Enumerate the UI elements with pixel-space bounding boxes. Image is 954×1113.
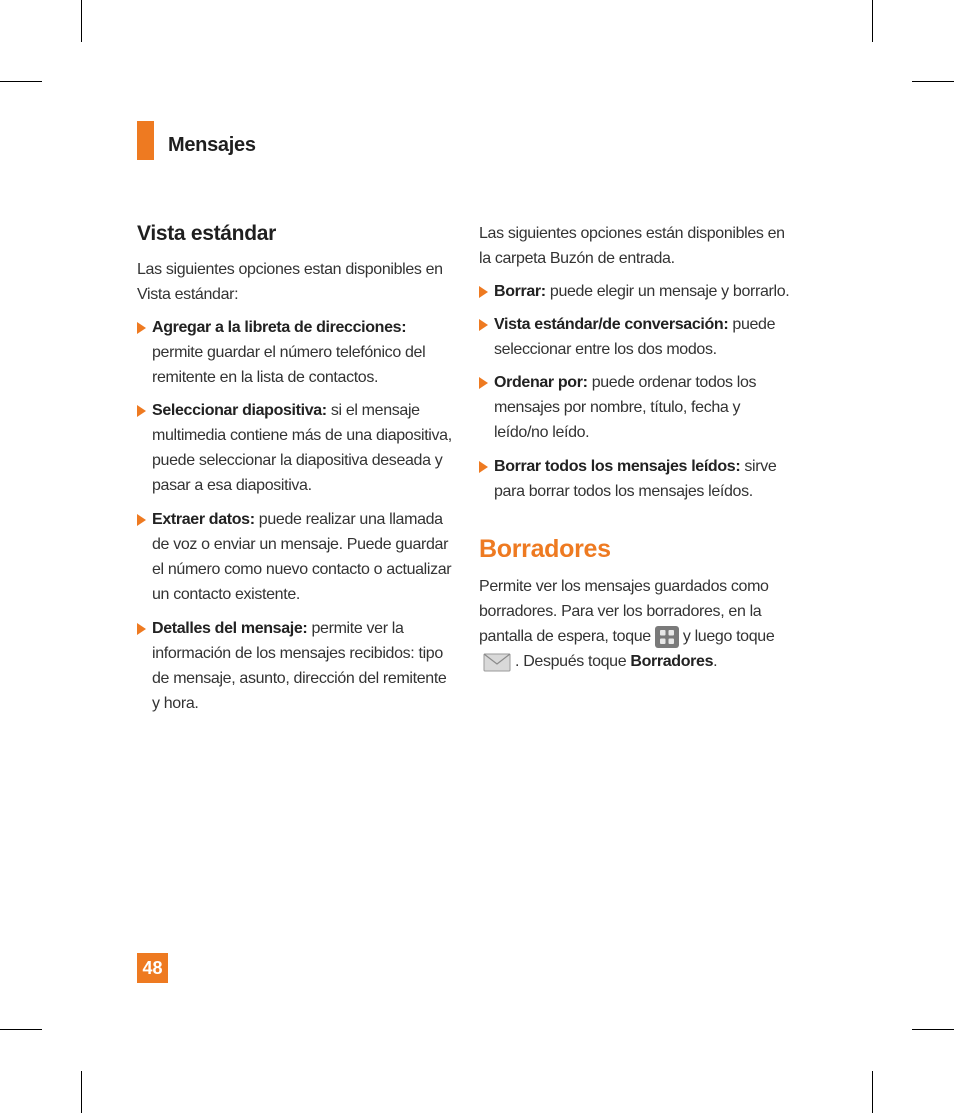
item-desc: puede ordenar todos los mensajes por nombre, título, fecha y leído/no leído. <box>494 374 757 441</box>
arrow-bullet-icon <box>479 377 488 389</box>
arrow-bullet-icon <box>479 461 488 473</box>
arrow-bullet-icon <box>137 405 146 417</box>
crop-mark <box>0 81 42 82</box>
arrow-bullet-icon <box>479 286 488 298</box>
arrow-bullet-icon <box>479 319 488 331</box>
list-item <box>479 370 769 445</box>
drafts-bold: Borradores <box>630 653 714 670</box>
crop-mark <box>81 0 82 42</box>
item-term: Agregar a la libreta de direcciones: <box>152 319 407 336</box>
item-term: Extraer datos: <box>152 511 255 528</box>
drafts-text: . Después toque <box>515 653 631 670</box>
item-term: Borrar: <box>494 283 546 300</box>
list-item <box>137 398 455 498</box>
drafts-text: Permite ver los mensajes guardados como borradores. Para ver los borradores, en la pantalla de espera, toque <box>479 578 769 645</box>
item-term: Vista estándar/de conversación: <box>494 316 729 333</box>
list-item <box>137 616 455 716</box>
drafts-text: y luego toque <box>682 628 775 645</box>
item-term: Seleccionar diapositiva: <box>152 402 327 419</box>
item-term: Detalles del mensaje: <box>152 620 308 637</box>
list-item <box>137 315 455 390</box>
list-item <box>479 279 799 304</box>
item-desc: puede seleccionar entre los dos modos. <box>494 316 776 358</box>
grid-icon <box>655 626 679 648</box>
item-desc: permite ver la información de los mensajes recibidos: tipo de mensaje, asunto, dirección del remitente y hora. <box>152 620 447 712</box>
item-term: Borrar todos los mensajes leídos: <box>494 458 741 475</box>
item-desc: puede realizar una llamada de voz o enviar un mensaje. Puede guardar el número como nuevo contacto o actualizar un contacto existente. <box>152 511 452 603</box>
item-desc: permite guardar el número telefónico del remitente en la lista de contactos. <box>152 344 426 386</box>
left-intro: Las siguientes opciones estan disponibles en Vista estándar: <box>137 261 443 303</box>
crop-mark <box>0 1029 42 1030</box>
crop-mark <box>912 81 954 82</box>
list-item <box>137 507 455 607</box>
item-desc: puede elegir un mensaje y borrarlo. <box>545 283 790 300</box>
drafts-paragraph <box>479 574 797 674</box>
arrow-bullet-icon <box>137 322 146 334</box>
heading-vista-estandar: Vista estándar <box>137 222 276 245</box>
crop-mark <box>81 1071 82 1113</box>
envelope-icon <box>483 652 511 672</box>
crop-mark <box>872 1071 873 1113</box>
arrow-bullet-icon <box>137 514 146 526</box>
list-item <box>479 454 794 504</box>
item-desc: sirve para borrar todos los mensajes leídos. <box>494 458 777 500</box>
list-item <box>479 312 794 362</box>
section-marker <box>137 121 154 160</box>
section-title: Mensajes <box>168 134 256 156</box>
right-intro: Las siguientes opciones están disponibles en la carpeta Buzón de entrada. <box>479 225 785 267</box>
item-term: Ordenar por: <box>494 374 588 391</box>
drafts-text: . <box>713 653 718 670</box>
crop-mark <box>912 1029 954 1030</box>
item-desc: si el mensaje multimedia contiene más de una diapositiva, puede seleccionar la diapositiva deseada y pasar a esa diapositiva. <box>152 402 452 494</box>
crop-mark <box>872 0 873 42</box>
arrow-bullet-icon <box>137 623 146 635</box>
page-number: 48 <box>137 953 168 983</box>
heading-borradores: Borradores <box>479 535 611 563</box>
